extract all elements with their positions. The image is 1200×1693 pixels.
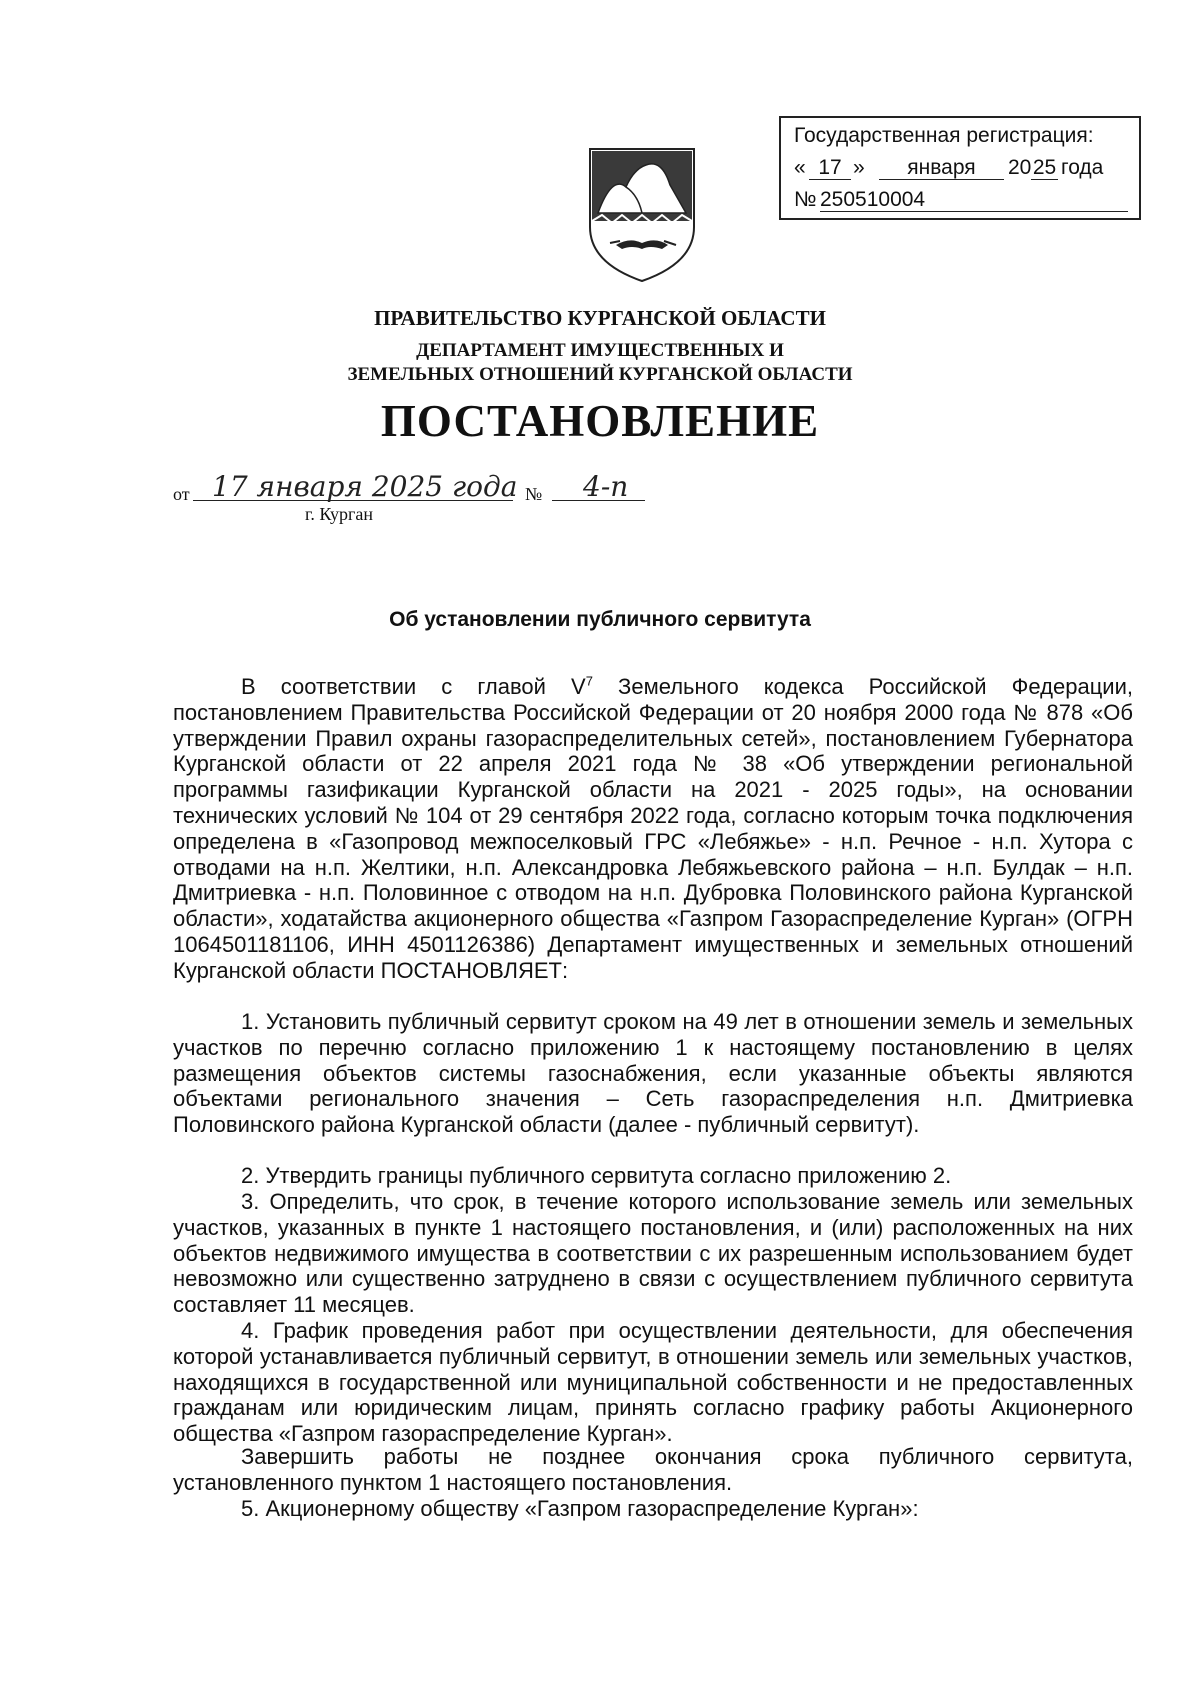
item-4-paragraph: 4. График проведения работ при осуществлении деятельности, для обеспечения которой устанавливается публичный сервитут, в отношении земель или земельных участков, находящихся в государственной или муниципальной собственности и не предоставленных гражданам или юридическим лицам, принять согласно графику работы Акционерного общества «Газпром газораспределение Курган». (173, 1318, 1133, 1447)
coat-of-arms-emblem (586, 145, 698, 285)
document-type-title: ПОСТАНОВЛЕНИЕ (380, 396, 820, 446)
preamble-paragraph (173, 674, 1133, 984)
item-4-completion-paragraph: Завершить работы не позднее окончания срока публичного сервитута, установленного пунктом 1 настоящего постановления. (173, 1444, 1133, 1495)
registration-year-suffix: 25 (1032, 156, 1057, 179)
registration-day: 17 (809, 156, 851, 180)
item-2-paragraph: 2. Утвердить границы публичного сервитута согласно приложению 2. (241, 1163, 952, 1188)
from-label: от (173, 484, 190, 504)
item-1-paragraph: 1. Установить публичный сервитут сроком на 49 лет в отношении земель и земельных участков по перечню согласно приложению 1 к настоящему постановлению в целях размещения объектов системы газоснабжения, если указанные объекты являются объектами регионального значения – Сеть газораспределения н.п. Дмитриевка Половинского района Курганской области (далее - публичный сервитут). (173, 1009, 1133, 1138)
registration-label: Государственная регистрация: (794, 124, 1094, 147)
item-5-paragraph: 5. Акционерному обществу «Газпром газораспределение Курган»: (241, 1496, 919, 1521)
department-name-line1: ДЕПАРТАМЕНТ ИМУЩЕСТВЕННЫХ И (416, 340, 784, 361)
handwritten-number: 4-п (583, 470, 629, 503)
city-label: г. Курган (305, 504, 374, 524)
registration-day-open: « (794, 156, 806, 179)
registration-year-prefix: 20 (1008, 156, 1032, 179)
preamble-text-a: В соответствии с главой V (241, 674, 586, 699)
preamble-text-b: Земельного кодекса Российской Федерации, постановлением Правительства Российской Федерации от 20 ноября 2000 года № 878 «Об утверждении Правил охраны газораспределительных сетей», постановлением Губернатора Курганской области от 22 апреля 2021 года № 38 «Об утверждении региональной программы газификации Курганской области на 2021 - 2025 годы», на основании технических условий № 104 от 29 сентября 2022 года, согласно которым точка подключения определена в «Газопровод межпоселковый ГРС «Лебяжье» - н.п. Речное - н.п. Хутора с отводами на н.п. Желтики, н.п. Александровка Лебяжьевского района – н.п. Булдак – н.п. Дмитриевка - н.п. Половинное с отводом на н.п. Дубровка Половинского района Курганской области», ходатайства акционерного общества «Газпром Газораспределение Курган» (ОГРН 1064501181106, ИНН 4501126386) Департамент имущественных и земельных отношений Курганской области ПОСТАНОВЛЯЕТ: (173, 674, 1133, 983)
document-title: Об установлении публичного сервитута (389, 608, 811, 631)
number-label: № (525, 484, 543, 504)
registration-number-sign: № (794, 188, 817, 211)
registration-year-word: года (1061, 156, 1104, 179)
preamble-superscript: 7 (585, 673, 593, 689)
department-name-line2: ЗЕМЕЛЬНЫХ ОТНОШЕНИЙ КУРГАНСКОЙ ОБЛАСТИ (347, 364, 853, 385)
government-name: ПРАВИТЕЛЬСТВО КУРГАНСКОЙ ОБЛАСТИ (374, 306, 826, 330)
handwritten-date: 17 января 2025 года (212, 470, 518, 503)
registration-day-close: » (853, 156, 865, 179)
registration-number-row (794, 188, 1134, 214)
registration-number: 250510004 (820, 188, 1128, 212)
registration-stamp (779, 116, 1141, 220)
registration-month: января (879, 156, 1004, 180)
registration-date-row (794, 156, 1134, 182)
item-3-paragraph: 3. Определить, что срок, в течение которого использование земель или земельных участков, указанных в пункте 1 настоящего постановления, и (или) расположенных на них объектов недвижимого имущества в соответствии с их разрешенным использованием будет невозможно или существенно затруднено в связи с осуществлением публичного сервитута составляет 11 месяцев. (173, 1189, 1133, 1318)
